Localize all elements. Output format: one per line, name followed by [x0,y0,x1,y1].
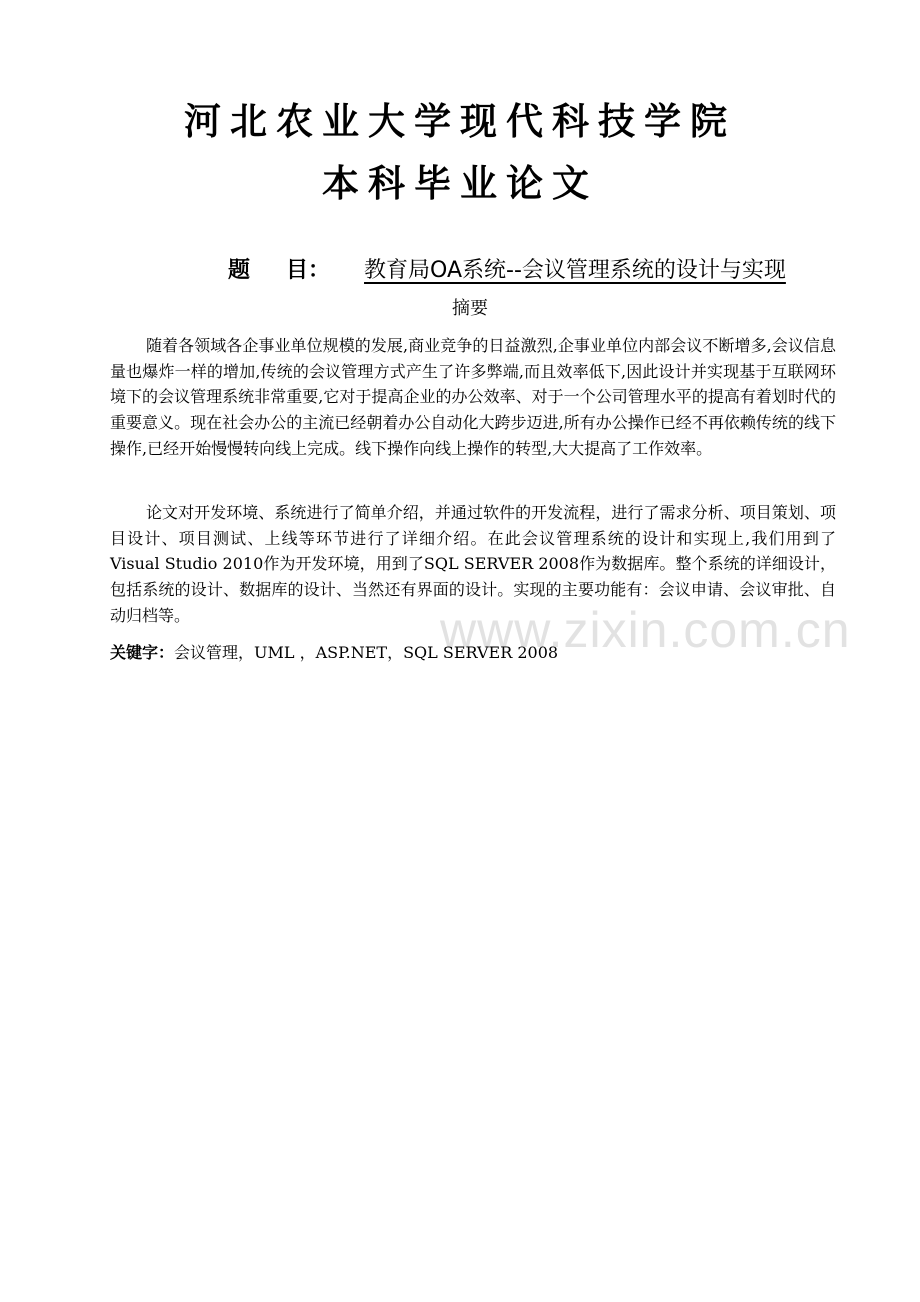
topic-label: 题 [228,258,251,283]
abstract-paragraph-2: 论文对开发环境、系统进行了简单介绍，并通过软件的开发流程，进行了需求分析、项目策划、项目设计、项目测试、上线等环节进行了详细介绍。在此会议管理系统的设计和实现上,我们用到了Visual Studio 2010作为开发环境，用到了SQL SERVER 2008作为数据库。整个系统的详细设计，包括系统的设计、数据库的设计、当然还有界面的设计。实现的主要功能有：会议申请、会议审批、自动归档等。 [110,503,836,625]
school-title: 河北农业大学现代科技学院 [184,100,736,143]
topic-label-2: 目： [286,258,331,283]
watermark-text: www.zixin.com.cn [440,602,851,658]
keywords-value: 会议管理，UML ，ASP.NET，SQL SERVER 2008 [174,643,559,662]
topic-row [228,254,786,286]
keywords-label: 关键字： [110,643,175,662]
abstract-heading: 摘要 [452,298,488,319]
keywords-line [110,640,836,665]
topic-value: 教育局OA系统--会议管理系统的设计与实现 [364,258,786,283]
thesis-type-title: 本科毕业论文 [322,162,598,205]
abstract-paragraph-1: 随着各领域各企事业单位规模的发展,商业竞争的日益激烈,企事业单位内部会议不断增多,会议信息量也爆炸一样的增加,传统的会议管理方式产生了许多弊端,而且效率低下,因此设计并实现基于互联网环境下的会议管理系统非常重要,它对于提高企业的办公效率、对于一个公司管理水平的提高有着划时代的重要意义。现在社会办公的主流已经朝着办公自动化大跨步迈进,所有办公操作已经不再依赖传统的线下操作,已经开始慢慢转向线上完成。线下操作向线上操作的转型,大大提高了工作效率。 [110,336,836,458]
